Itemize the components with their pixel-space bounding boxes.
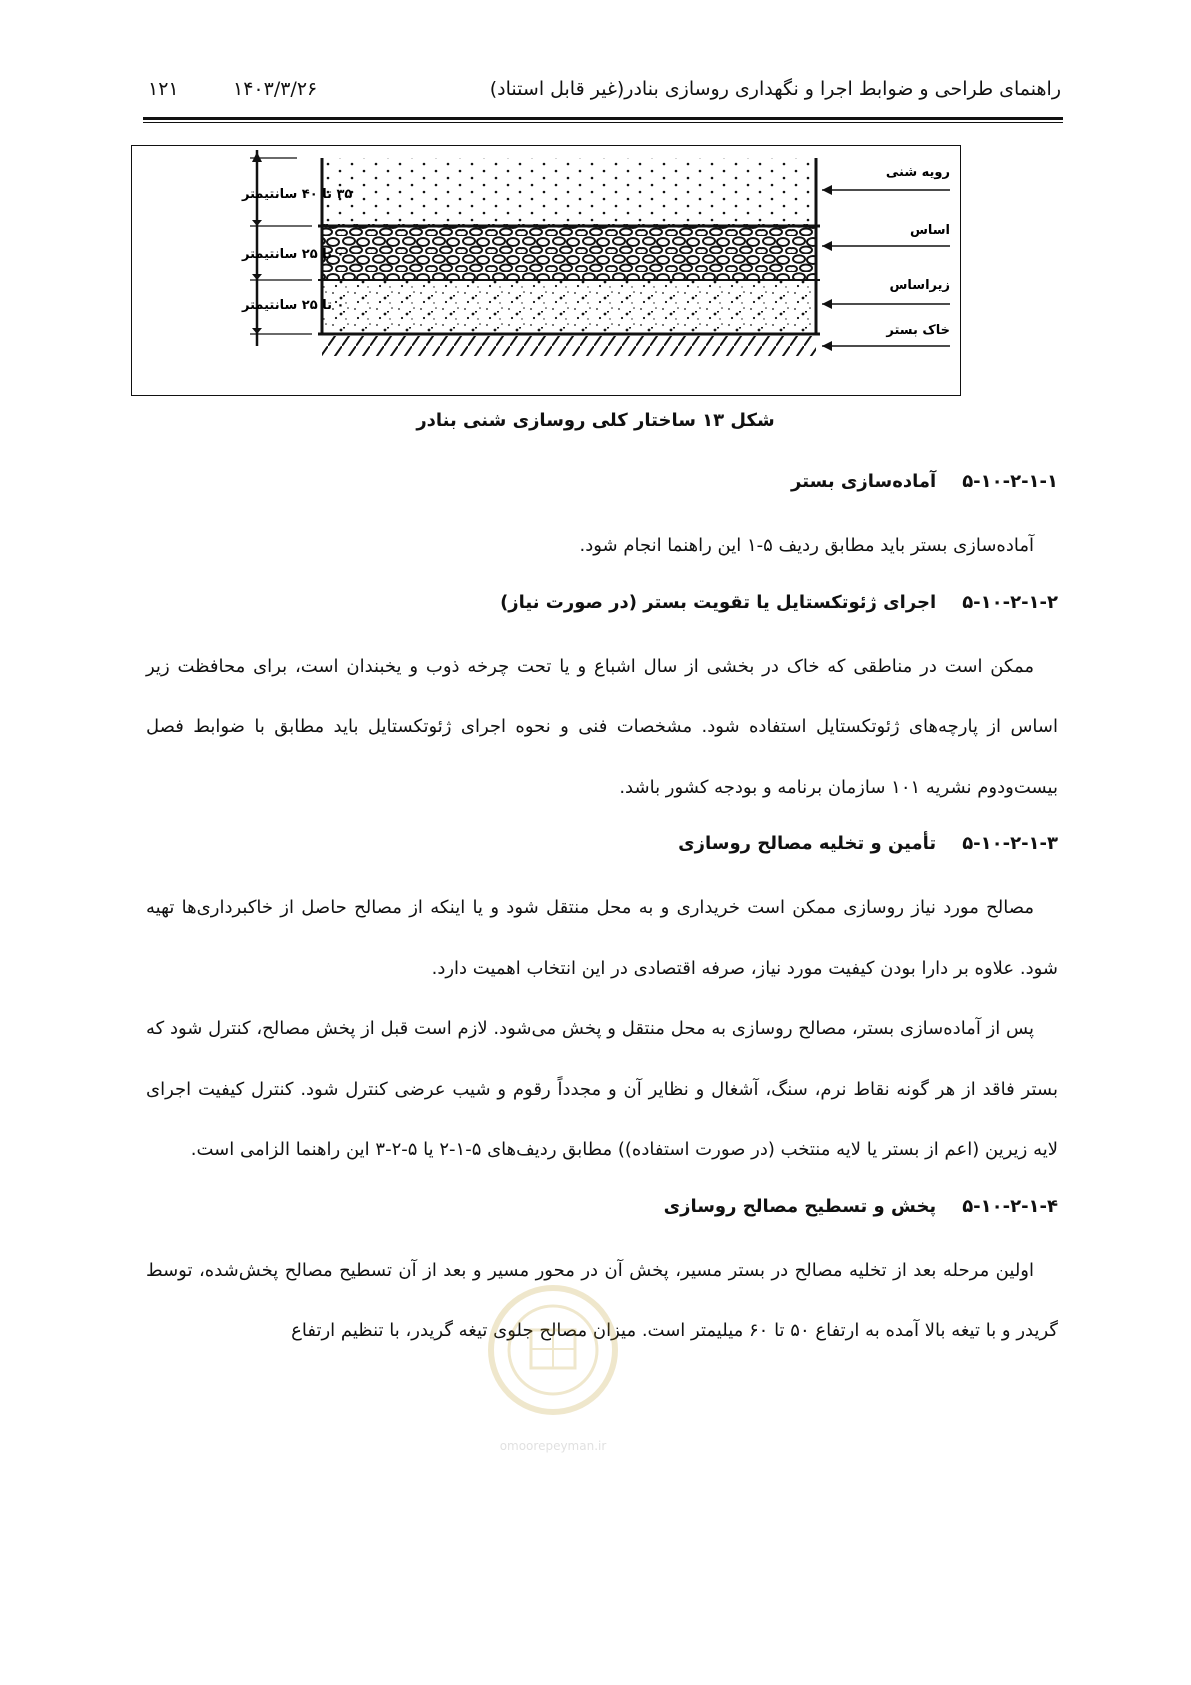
arrow-head-surface (822, 185, 832, 195)
watermark-logo (483, 1270, 623, 1470)
section-number: ۵-۱۰-۲-۱-۳ (962, 833, 1058, 854)
dimension-arrow-4 (252, 328, 262, 334)
watermark-text: omoorepeyman.ir (499, 1439, 607, 1453)
dimension-arrow-3 (252, 274, 262, 280)
section-number: ۵-۱۰-۲-۱-۲ (962, 591, 1058, 613)
page-number: ۱۲۱ (148, 78, 179, 100)
paragraph: پس از آماده‌سازی بستر، مصالح روسازی به محل منتقل و پخش می‌شود. لازم است قبل از پخش مصالح، کنترل شود که بستر فاقد از هر گونه نقاط نرم، سنگ، آشغال و نظایر آن و مجدداً رقوم و شیب عرضی کنترل شود. کنترل کیفیت اجرای لایه زیرین (اعم از بستر یا لایه منتخب (در صورت استفاده)) مطابق ردیف‌های ۵-۱-۲ یا ۵-۲-۳ این راهنما الزامی است. (146, 1018, 1058, 1160)
paragraph: ممکن است در مناطقی که خاک در بخشی از سال اشباع و یا تحت چرخه ذوب و یخبندان است، برای محافظت زیر اساس از پارچه‌های ژئوتکستایل استفاده شود. مشخصات فنی و نحوه اجرای ژئوتکستایل باید مطابق با ضوابط فصل بیست‌ودوم نشریه ۱۰۱ سازمان برنامه و بودجه کشور باشد. (146, 655, 1058, 798)
section-title: اجرای ژئوتکستایل یا تقویت بستر (در صورت نیاز) (500, 591, 937, 613)
arrow-head-base (822, 241, 832, 251)
dimension-arrow-2 (252, 220, 262, 226)
subbase-layer (322, 280, 816, 333)
document-body (146, 470, 1058, 1376)
arrow-head-subgrade (822, 341, 832, 351)
header-title: راهنمای طراحی و ضوابط اجرا و نگهداری روسازی بنادر(غیر قابل استناد) (489, 78, 1061, 100)
section-title: تأمین و تخلیه مصالح روسازی (678, 833, 937, 854)
paragraph: اولین مرحله بعد از تخلیه مصالح در بستر مسیر، پخش آن در محور مسیر و بعد از آن تسطیح مصالح پخش‌شده، توسط گریدر و با تیغه بالا آمده به ارتفاع ۵۰ تا ۶۰ میلیمتر است. میزان مصالح جلوی تیغه گریدر، با تنظیم ارتفاع (146, 1259, 1058, 1341)
layer-label-surface: رویه شنی (885, 165, 950, 180)
paragraph: آماده‌سازی بستر باید مطابق ردیف ۵-۱ این راهنما انجام شود. (579, 535, 1034, 556)
section-title: پخش و تسطیح مصالح روسازی (663, 1195, 937, 1217)
arrow-head-subbase (822, 299, 832, 309)
layer-label-base: اساس (909, 223, 950, 238)
section-number: ۵-۱۰-۲-۱-۱ (962, 471, 1058, 492)
layer-label-subgrade: خاک بستر (886, 323, 950, 338)
figure-caption: شکل ۱۳ ساختار کلی روسازی شنی بنادر (416, 410, 775, 431)
page-header (148, 78, 1061, 108)
layer-label-subbase: زیراساس (889, 278, 950, 293)
base-layer (322, 224, 816, 280)
thickness-label-base: ۰ تا ۲۵ سانتیمتر (242, 247, 345, 262)
paragraph: مصالح مورد نیاز روسازی ممکن است خریداری و به محل منتقل شود و یا اینکه از مصالح حاصل از خاکبرداری‌ها تهیه شود. علاوه بر دارا بودن کیفیت مورد نیاز، صرفه اقتصادی در این انتخاب اهمیت دارد. (146, 897, 1058, 979)
thickness-label-surface: ۳۵ تا ۴۰ سانتیمتر (242, 187, 353, 202)
subgrade-layer (322, 336, 816, 356)
header-rule-thick (143, 117, 1063, 120)
header-rule-thin (143, 122, 1063, 123)
pavement-structure-figure (131, 145, 961, 396)
section-number: ۵-۱۰-۲-۱-۴ (962, 1195, 1058, 1217)
surface-gravel-layer (322, 158, 816, 224)
thickness-label-subbase: ۰ تا ۲۵ سانتیمتر (242, 298, 345, 313)
pavement-diagram (132, 146, 960, 395)
dimension-arrow-top (252, 152, 262, 162)
section-title: آماده‌سازی بستر (791, 471, 937, 492)
header-date: ۱۴۰۳/۳/۲۶ (233, 78, 318, 100)
